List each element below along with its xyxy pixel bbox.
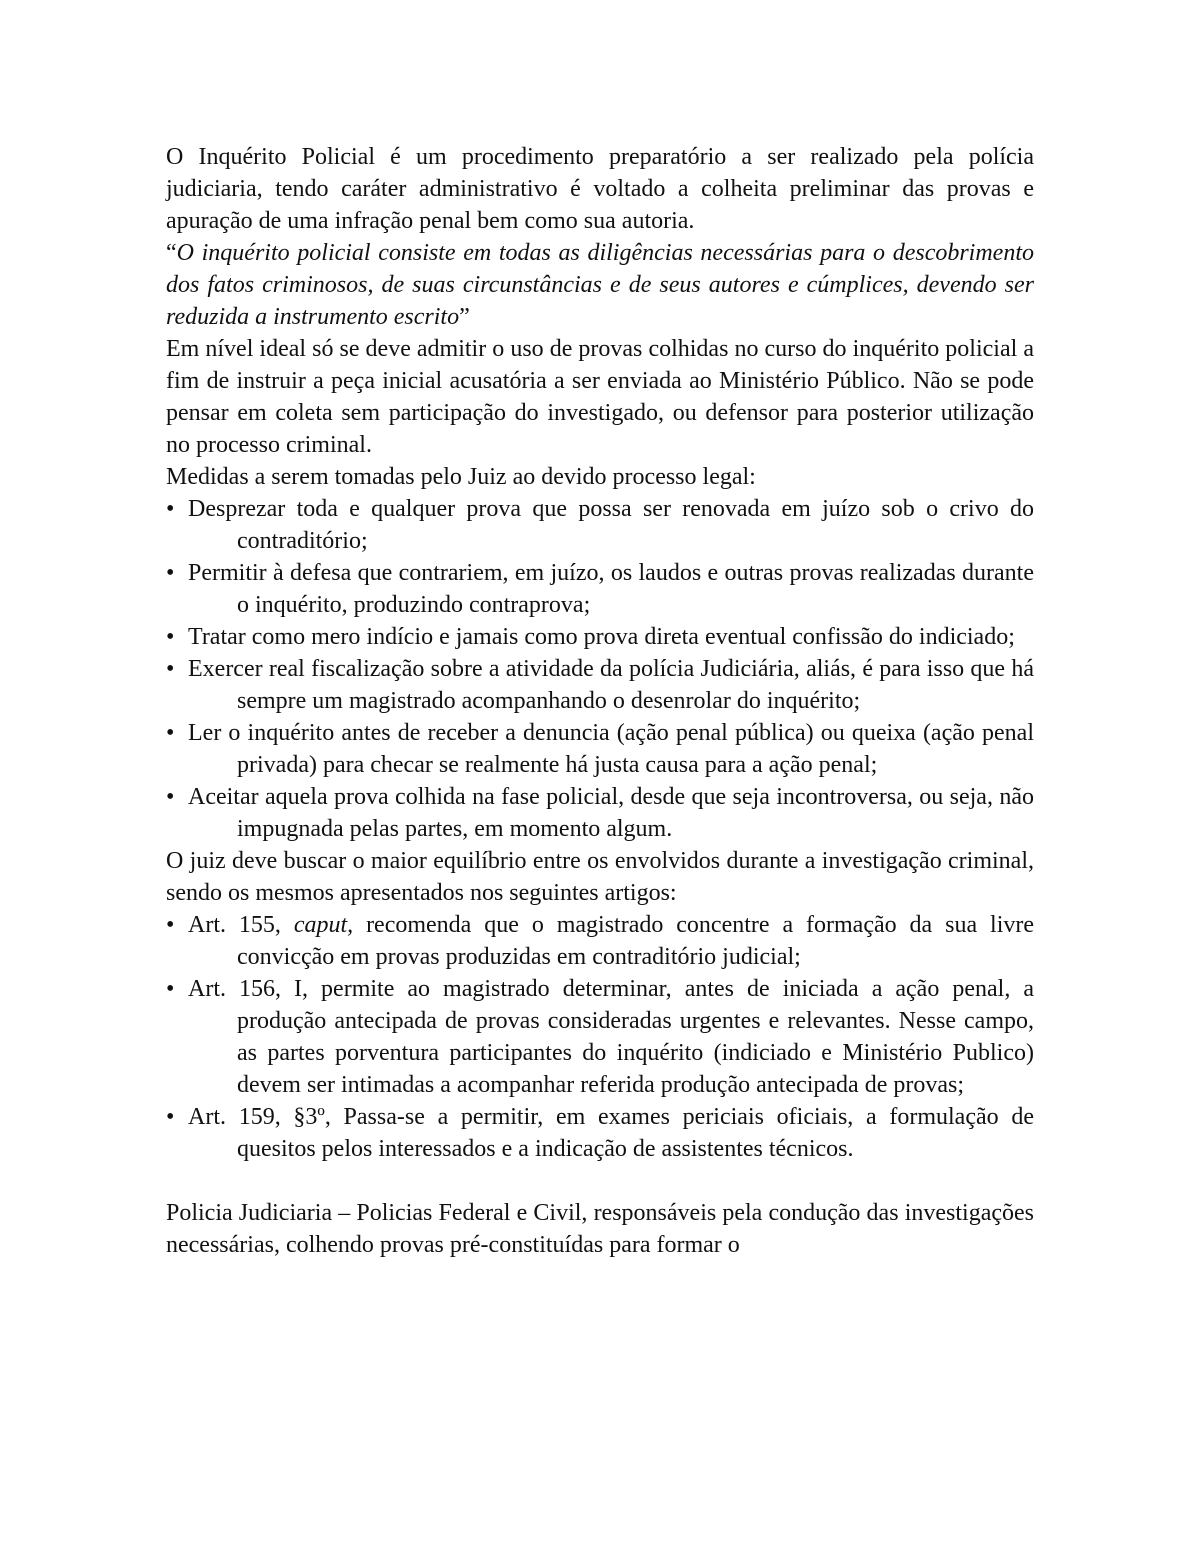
intro-paragraph: O Inquérito Policial é um procedimento preparatório a ser realizado pela polícia judiciaria, tendo caráter administrativo é voltado a colheita preliminar das provas e apuração de uma infração penal bem como sua autoria. — [166, 144, 1034, 234]
bullet-icon: • — [166, 656, 175, 682]
list-item — [166, 909, 1034, 973]
article-prefix: Art. 156, I, permite ao magistrado determinar, antes de iniciada a ação penal, a produção antecipada de provas consideradas urgentes e relevantes. Nesse campo, as partes porventura participantes do inquérito (indiciado e Ministério Publico) devem ser intimadas a acompanhar referida produção antecipada de provas; — [188, 976, 1034, 1098]
bullet-icon: • — [166, 624, 175, 650]
measures-list — [166, 493, 1034, 845]
measure-text: Tratar como mero indício e jamais como prova direta eventual confissão do indiciado; — [188, 624, 1015, 650]
measures-heading: Medidas a serem tomadas pelo Juiz ao devido processo legal: — [166, 464, 756, 490]
quote-open-mark: “ — [166, 240, 177, 266]
list-item — [166, 621, 1034, 653]
ideal-paragraph: Em nível ideal só se deve admitir o uso de provas colhidas no curso do inquérito policial a fim de instruir a peça inicial acusatória a ser enviada ao Ministério Público. Não se pode pensar em coleta sem participação do investigado, ou defensor para posterior utilização no processo criminal. — [166, 336, 1034, 458]
quote-paragraph — [166, 237, 1034, 333]
bullet-icon: • — [166, 1104, 175, 1130]
list-item — [166, 973, 1034, 1101]
article-rest: recomenda que o magistrado concentre a formação da sua livre convicção em provas produzidas em contraditório judicial; — [237, 912, 1035, 970]
article-italic: caput, — [293, 912, 354, 938]
list-item — [166, 493, 1034, 557]
quote-close-mark: ” — [459, 304, 470, 330]
measure-text: Exercer real fiscalização sobre a atividade da polícia Judiciária, aliás, é para isso que há sempre um magistrado acompanhando o desenrolar do inquérito; — [188, 656, 1034, 714]
article-text — [188, 1104, 1034, 1162]
list-item — [166, 557, 1034, 621]
bullet-icon: • — [166, 560, 175, 586]
bullet-icon: • — [166, 720, 175, 746]
article-prefix: Art. 159, §3º, Passa-se a permitir, em exames periciais oficiais, a formulação de quesitos pelos interessados e a indicação de assistentes técnicos. — [188, 1104, 1034, 1162]
bullet-icon: • — [166, 784, 175, 810]
measure-text: Desprezar toda e qualquer prova que possa ser renovada em juízo sob o crivo do contraditório; — [188, 496, 1034, 554]
measure-text: Aceitar aquela prova colhida na fase policial, desde que seja incontroversa, ou seja, não impugnada pelas partes, em momento algum. — [188, 784, 1034, 842]
list-item — [166, 1101, 1034, 1165]
measure-text: Ler o inquérito antes de receber a denuncia (ação penal pública) ou queixa (ação penal privada) para checar se realmente há justa causa para a ação penal; — [188, 720, 1034, 778]
quote-text: O inquérito policial consiste em todas as diligências necessárias para o descobrimento dos fatos criminosos, de suas circunstâncias e de seus autores e cúmplices, devendo ser reduzida a instrumento escrito — [166, 240, 1034, 330]
policia-paragraph: Policia Judiciaria – Policias Federal e Civil, responsáveis pela condução das investigações necessárias, colhendo provas pré-constituídas para formar o — [166, 1200, 1034, 1258]
bullet-icon: • — [166, 976, 175, 1002]
article-text — [188, 912, 1034, 970]
measure-text: Permitir à defesa que contrariem, em juízo, os laudos e outras provas realizadas durante o inquérito, produzindo contraprova; — [188, 560, 1034, 618]
document-page — [166, 141, 1034, 1261]
bullet-icon: • — [166, 912, 175, 938]
balance-paragraph: O juiz deve buscar o maior equilíbrio entre os envolvidos durante a investigação criminal, sendo os mesmos apresentados nos seguintes artigos: — [166, 848, 1034, 906]
bullet-icon: • — [166, 496, 175, 522]
list-item — [166, 653, 1034, 717]
blank-line — [166, 1165, 1034, 1197]
article-text — [188, 976, 1034, 1098]
list-item — [166, 781, 1034, 845]
list-item — [166, 717, 1034, 781]
article-prefix: Art. 155, — [188, 912, 294, 938]
articles-list — [166, 909, 1034, 1165]
